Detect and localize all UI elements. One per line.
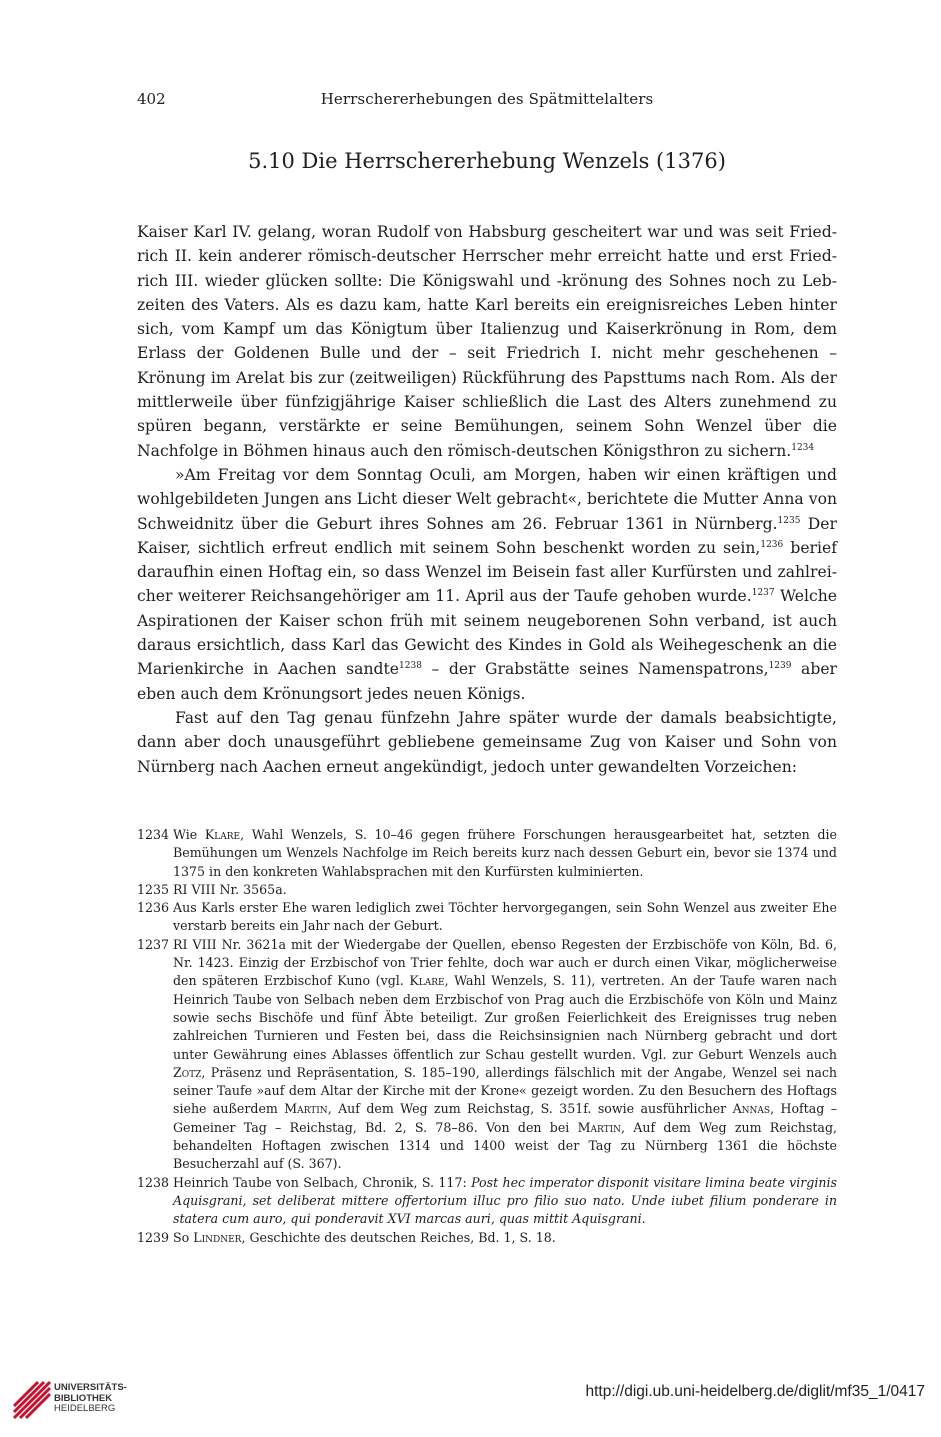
- paragraph-2-sentence-4: Welche Aspirationen der Kaiser schon früh mit seinem neugeborenen Sohn verband, ist auch daraus ersichtlich, dass Karl das Gewicht des Kindes in Gold als Weihegeschenk an die Marienkirche in Aachen sandte: [137, 587, 838, 679]
- page-number: 402: [137, 90, 166, 108]
- chapter-title: 5.10 Die Herrschererhebung Wenzels (1376): [248, 149, 726, 173]
- footnote-1236: [137, 899, 837, 936]
- footnote-ref-1239[interactable]: 1239: [768, 661, 792, 672]
- footnote-1235: [137, 881, 837, 899]
- author-name: Annas: [732, 1101, 771, 1117]
- running-title: Herrschererhebungen des Spätmittelalters: [320, 90, 654, 108]
- paragraph-2: [137, 463, 837, 706]
- footnote-ref-1236[interactable]: 1236: [760, 539, 784, 550]
- paragraph-2-sentence-5: – der Grabstätte seines Namenspatrons,: [421, 660, 769, 679]
- running-header: [137, 89, 837, 113]
- footnote-text: Wie Klare, Wahl Wenzels, S. 10–46 gegen frühere Forschungen herausgearbeitet hat, setzten die Bemühungen um Wenzels Nachfolge im Reich bereits kurz nach dessen Geburt ein, bevor sie 1374 und 1375 in den konkreten Wahlabsprachen mit den Kurfürsten kulminierten.: [173, 827, 837, 879]
- library-logo: [10, 1378, 140, 1422]
- logo-line-1: UNIVERSITÄTS-: [54, 1382, 127, 1393]
- paragraph-3: [137, 706, 837, 779]
- paragraph-2-sentence-3: berief daraufhin einen Hoftag ein, so dass Wenzel im Beisein fast aller Kurfürsten und zahlreicher weiterer Reichsangehöriger am 11. April aus der Taufe gehoben wurde.: [137, 538, 837, 606]
- footnote-ref-1234[interactable]: 1234: [791, 442, 815, 453]
- footnote-ref-1235[interactable]: 1235: [777, 515, 801, 526]
- footnote-1239: [137, 1229, 837, 1247]
- paragraph-3-text: Fast auf den Tag genau fünfzehn Jahre später wurde der damals beabsichtigte, dann aber doch unausgeführt gebliebene gemeinsame Zug von Kaiser und Sohn von Nürnberg nach Aachen erneut angekündigt, jedoch unter gewandelten Vorzeichen:: [137, 708, 837, 776]
- footnote-ref-1237[interactable]: 1237: [751, 588, 775, 599]
- footnote-1234: [137, 826, 837, 881]
- paragraph-1-text: Kaiser Karl IV. gelang, woran Rudolf von Habsburg gescheitert war und was seit Friedrich II. kein anderer römisch-deutscher Herrscher mehr erreicht hatte und erst Friedrich III. wieder glücken sollte: Die Königswahl und -krönung des Sohnes noch zu Lebzeiten des Vaters. Als es dazu kam, hatte Karl bereits ein ereignisreiches Leben hinter sich, vom Kampf um das Königtum über Italienzug und Kaiserkrönung in Rom, dem Erlass der Goldenen Bulle und der – seit Friedrich I. nicht mehr geschehenen – Krönung im Arelat bis zur (zeitweiligen) Rückführung des Papsttums nach Rom. Als der mittlerweile über fünfzigjährige Kaiser schließlich die Last des Alters zunehmend zu spüren begann, verstärkte er seine Bemühungen, seinem Sohn Wenzel über die Nachfolge in Böhmen hinaus auch den römisch-deutschen Königsthron zu sichern.: [137, 223, 837, 460]
- footnote-number: 1234: [137, 827, 170, 842]
- footnote-text: RI VIII Nr. 3621a mit der Wiedergabe der Quellen, ebenso Regesten der Erzbischöfe von Köln, Bd. 6, Nr. 1423. Einzig der Erzbischof von Trier fehlte, doch war auch er durch einen Vikar, möglicherweise den späteren Erzbischof Kuno (vgl. Klare, Wahl Wenzels, S. 11), vertreten. An der Taufe waren nach Heinrich Taube von Selbach neben dem Erzbischof von Prag auch die Erzbischöfe von Köln und Mainz sowie sechs Bischöfe und fünf Äbte beteiligt. Zur großen Feierlichkeit des Ereignisses trug neben zahlreichen Turnieren und Festen bei, dass die Reichsinsignien nach Nürnberg gebracht und dort unter Gewährung eines Ablasses öffentlich zur Schau gestellt wurden. Vgl. zur Geburt Wenzels auch Zotz, Präsenz und Repräsentation, S. 185–190, allerdings fälschlich mit der Angabe, Wenzel sei nach seiner Taufe »auf dem Altar der Kirche mit der Krone« gezeigt worden. Zu den Besuchern des Hoftags siehe außerdem Martin, Auf dem Weg zum Reichstag, S. 351f. sowie ausführlicher Annas, Hoftag – Gemeiner Tag – Reichstag, Bd. 2, S. 78–86. Von den bei Martin, Auf dem Weg zum Reichstag, behandelten Hoftagen zwischen 1314 und 1400 weist der Tag zu Nürnberg 1361 die höchste Besucherzahl auf (S. 367).: [173, 936, 838, 1172]
- paragraph-2-sentence-1: »Am Freitag vor dem Sonntag Oculi, am Morgen, haben wir einen kräftigen und wohlgebildeten Jungen ans Licht dieser Welt gebracht«, berichtete die Mutter Anna von Schweidnitz über die Geburt ihres Sohnes am 26. Februar 1361 in Nürnberg.: [137, 465, 837, 533]
- footnote-text: Heinrich Taube von Selbach, Chronik, S. 117: Post hec imperator disponit visitare limina beate virginis Aquisgrani, set deliberat mittere offertorium illuc pro filio suo nato. Unde iubet filium ponderare in statera cum auro, qui ponderavit XVI marcas auri, quas mittit Aquisgrani.: [173, 1174, 837, 1227]
- author-name: Klare: [409, 973, 445, 989]
- footnote-1238: [137, 1174, 837, 1229]
- paragraph-2-sentence-6: aber eben auch dem Krönungsort jedes neuen Königs.: [137, 660, 838, 703]
- footnote-number: 1235: [137, 881, 170, 897]
- footnote-number: 1236: [137, 900, 170, 916]
- body-text: [137, 220, 837, 779]
- footnote-text: RI VIII Nr. 3565a.: [173, 881, 287, 897]
- footnote-ref-1238[interactable]: 1238: [399, 661, 422, 672]
- paragraph-1: [137, 220, 837, 463]
- latin-quote: Post hec imperator disponit visitare limina beate virginis Aquisgrani, set deliberat mittere offertorium illuc pro filio suo nato. Unde iubet filium ponderare in statera cum auro, qui ponderavit XVI marcas auri, quas mittit Aquisgrani.: [173, 1174, 837, 1227]
- paragraph-2-sentence-2: Der Kaiser, sichtlich erfreut endlich mit seinem Sohn beschenkt worden zu sein,: [137, 514, 837, 557]
- author-name: Martin: [284, 1101, 328, 1117]
- footnote-text: So Lindner, Geschichte des deutschen Reiches, Bd. 1, S. 18.: [173, 1229, 556, 1245]
- author-name: Zotz: [173, 1064, 202, 1080]
- footnote-number: 1239: [137, 1229, 170, 1245]
- author-name: Klare: [204, 827, 241, 842]
- footnotes: [137, 826, 837, 1247]
- library-emblem-icon: [10, 1378, 54, 1422]
- footnote-number: 1237: [137, 936, 170, 952]
- footnote-number: 1238: [137, 1174, 170, 1190]
- logo-line-3: HEIDELBERG: [54, 1403, 116, 1414]
- source-url[interactable]: http://digi.ub.uni-heidelberg.de/diglit/mf35_1/0417: [585, 1383, 925, 1400]
- footnote-1237: [137, 936, 837, 1174]
- author-name: Lindner: [193, 1229, 242, 1245]
- author-name: Martin: [577, 1119, 622, 1135]
- logo-line-2: BIBLIOTHEK: [54, 1392, 113, 1404]
- footnote-text: Aus Karls erster Ehe waren lediglich zwei Töchter hervorgegangen, sein Sohn Wenzel aus zweiter Ehe verstarb bereits ein Jahr nach der Geburt.: [173, 900, 837, 934]
